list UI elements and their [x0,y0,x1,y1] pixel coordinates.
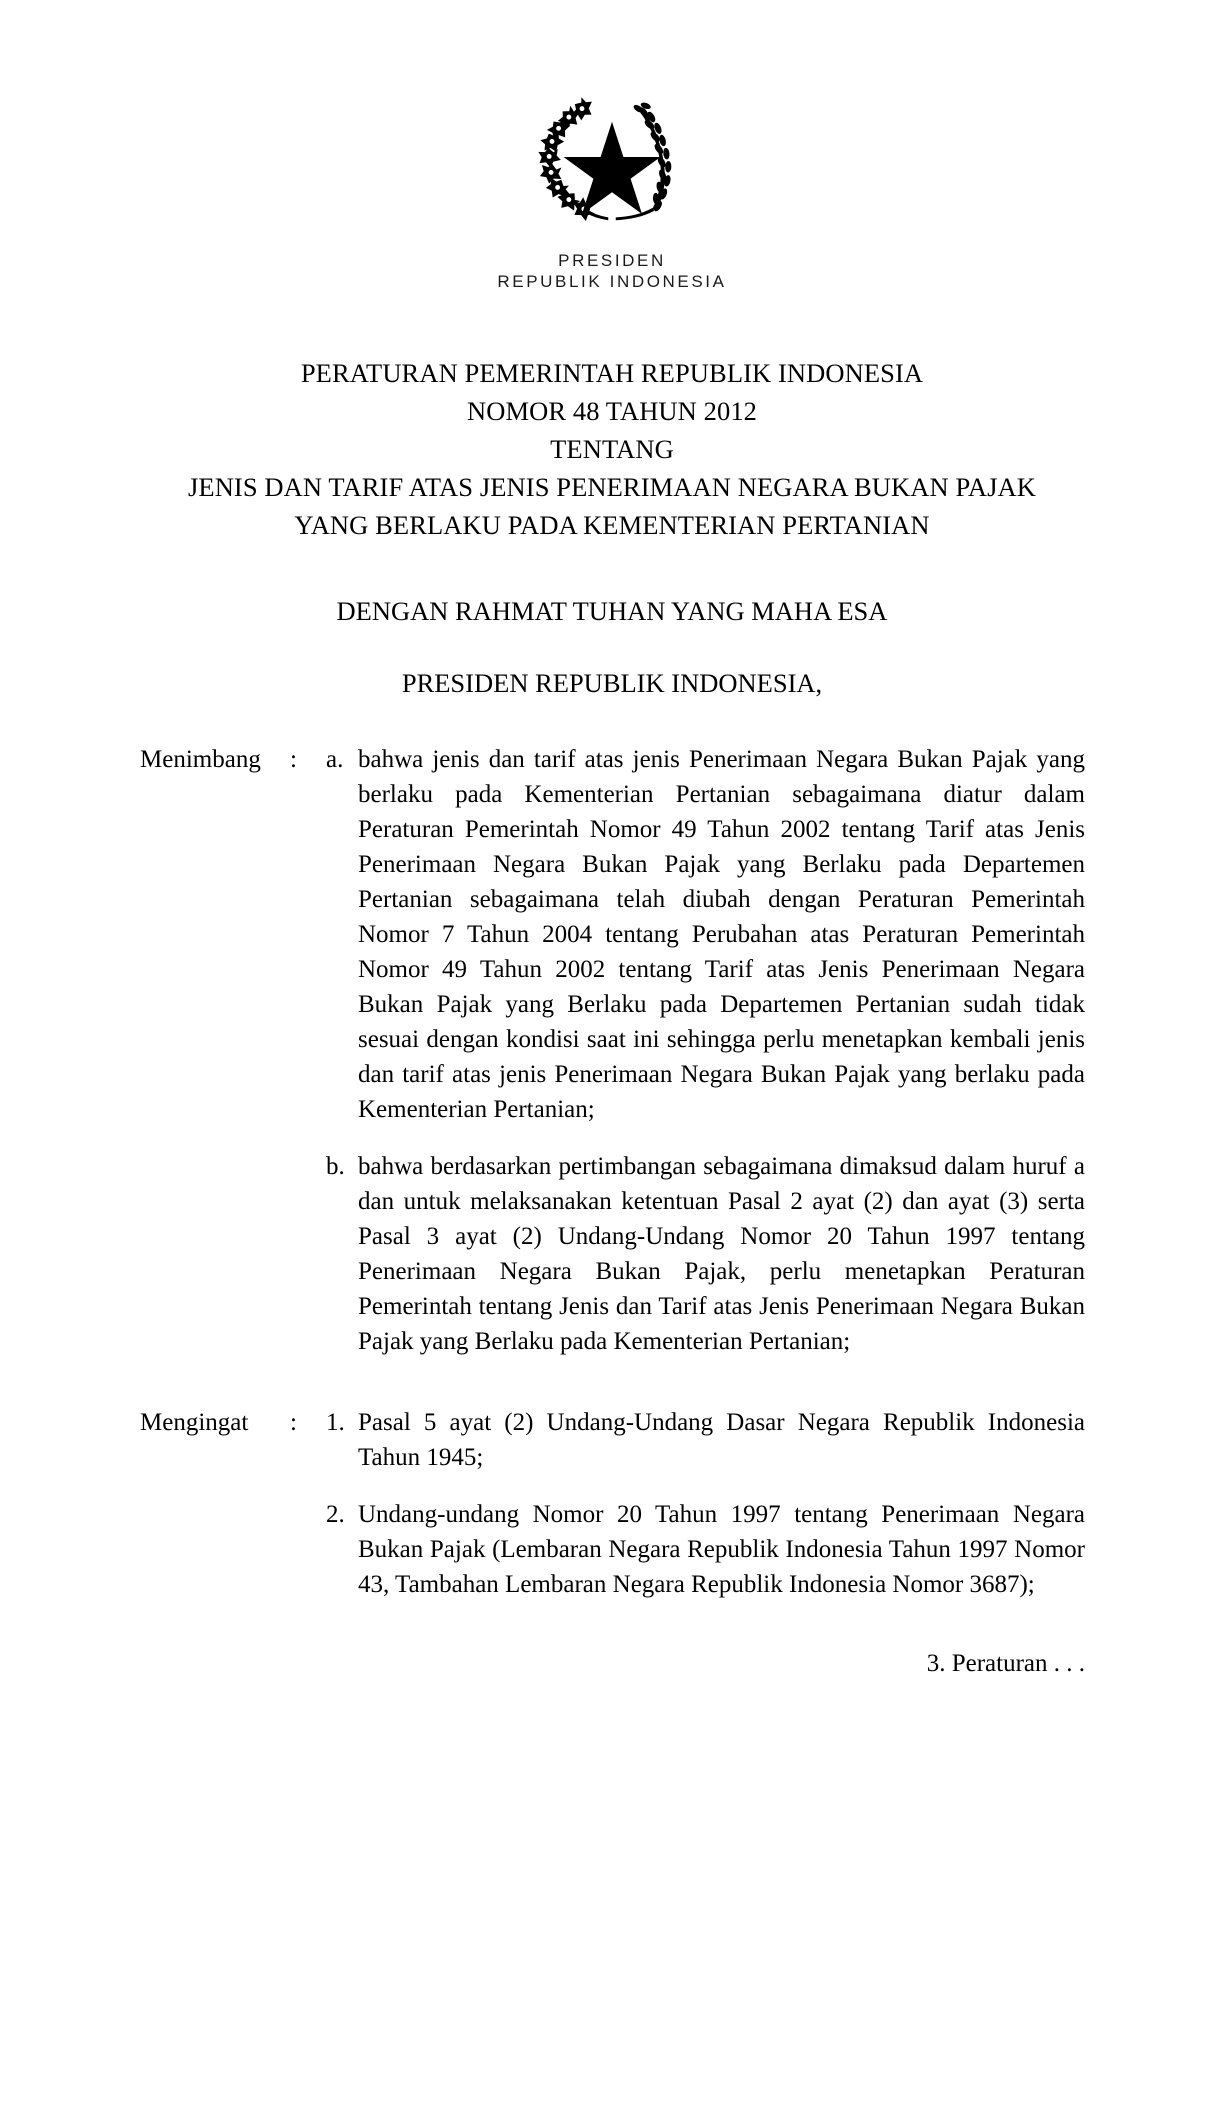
mengingat-colon: : [290,1409,297,1436]
menimbang-section [0,742,1224,1359]
mengingat-item-1-text: Pasal 5 ayat (2) Undang-Undang Dasar Negara Republik Indonesia Tahun 1945; [358,1409,1085,1471]
menimbang-item-a-marker: a. [326,746,344,773]
mengingat-item-2 [326,1497,1085,1602]
title-line-tentang: TENTANG [550,434,674,464]
mengingat-item-1 [326,1405,1085,1475]
clause-area [0,742,1224,1602]
menimbang-label: Menimbang [140,746,261,773]
indonesian-presidential-seal-icon [517,88,707,238]
page-catchword: 3. Peraturan . . . [926,1650,1085,1677]
mengingat-label: Mengingat [140,1409,249,1436]
title-line-subject-1: JENIS DAN TARIF ATAS JENIS PENERIMAAN NEGARA BUKAN PAJAK [188,472,1036,502]
mengingat-item-2-text: Undang-undang Nomor 20 Tahun 1997 tentang Penerimaan Negara Bukan Pajak (Lembaran Negara Republik Indonesia Tahun 1997 Nomor 43, Tambahan Lembaran Negara Republik Indonesia Nomor 3687); [358,1501,1085,1598]
section-gap [0,1359,1224,1405]
letterhead-caption-line-2: REPUBLIK INDONESIA [497,272,727,291]
menimbang-item-b [326,1149,1085,1359]
letterhead-caption [497,250,726,292]
document-title [0,354,1224,544]
mengingat-section [0,1405,1224,1602]
title-line-number-year: NOMOR 48 TAHUN 2012 [466,396,758,426]
authority-line: PRESIDEN REPUBLIK INDONESIA, [401,668,823,698]
menimbang-item-a [326,742,1085,1127]
menimbang-item-b-text: bahwa berdasarkan pertimbangan sebagaimana dimaksud dalam huruf a dan untuk melaksanakan ketentuan Pasal 2 ayat (2) dan ayat (3) serta Pasal 3 ayat (2) Undang-Undang Nomor 20 Tahun 1997 tentang Penerimaan Negara Bukan Pajak, perlu menetapkan Peraturan Pemerintah tentang Jenis dan Tarif atas Jenis Penerimaan Negara Bukan Pajak yang Berlaku pada Kementerian Pertanian; [358,1153,1085,1355]
title-line-subject-2: YANG BERLAKU PADA KEMENTERIAN PERTANIAN [294,510,930,540]
mengingat-items [326,1405,1085,1602]
menimbang-item-b-marker: b. [326,1153,345,1180]
blessing-line: DENGAN RAHMAT TUHAN YANG MAHA ESA [336,596,888,626]
letterhead-caption-line-1: PRESIDEN [558,251,666,270]
menimbang-colon: : [290,746,297,773]
mengingat-item-1-marker: 1. [326,1409,345,1436]
letterhead [0,88,1224,292]
menimbang-item-a-text: bahwa jenis dan tarif atas jenis Penerimaan Negara Bukan Pajak yang berlaku pada Kementerian Pertanian sebagaimana diatur dalam Peraturan Pemerintah Nomor 49 Tahun 2002 tentang Tarif atas Jenis Penerimaan Negara Bukan Pajak yang Berlaku pada Departemen Pertanian sebagaimana telah diubah dengan Peraturan Pemerintah Nomor 7 Tahun 2004 tentang Perubahan atas Peraturan Pemerintah Nomor 49 Tahun 2002 tentang Tarif atas Jenis Penerimaan Negara Bukan Pajak yang Berlaku pada Departemen Pertanian sudah tidak sesuai dengan kondisi saat ini sehingga perlu menetapkan kembali jenis dan tarif atas jenis Penerimaan Negara Bukan Pajak yang berlaku pada Kementerian Pertanian; [358,746,1085,1123]
title-line-regulation-type: PERATURAN PEMERINTAH REPUBLIK INDONESIA [300,358,924,388]
menimbang-items [326,742,1085,1359]
mengingat-item-2-marker: 2. [326,1501,345,1528]
document-page [0,88,1224,2104]
